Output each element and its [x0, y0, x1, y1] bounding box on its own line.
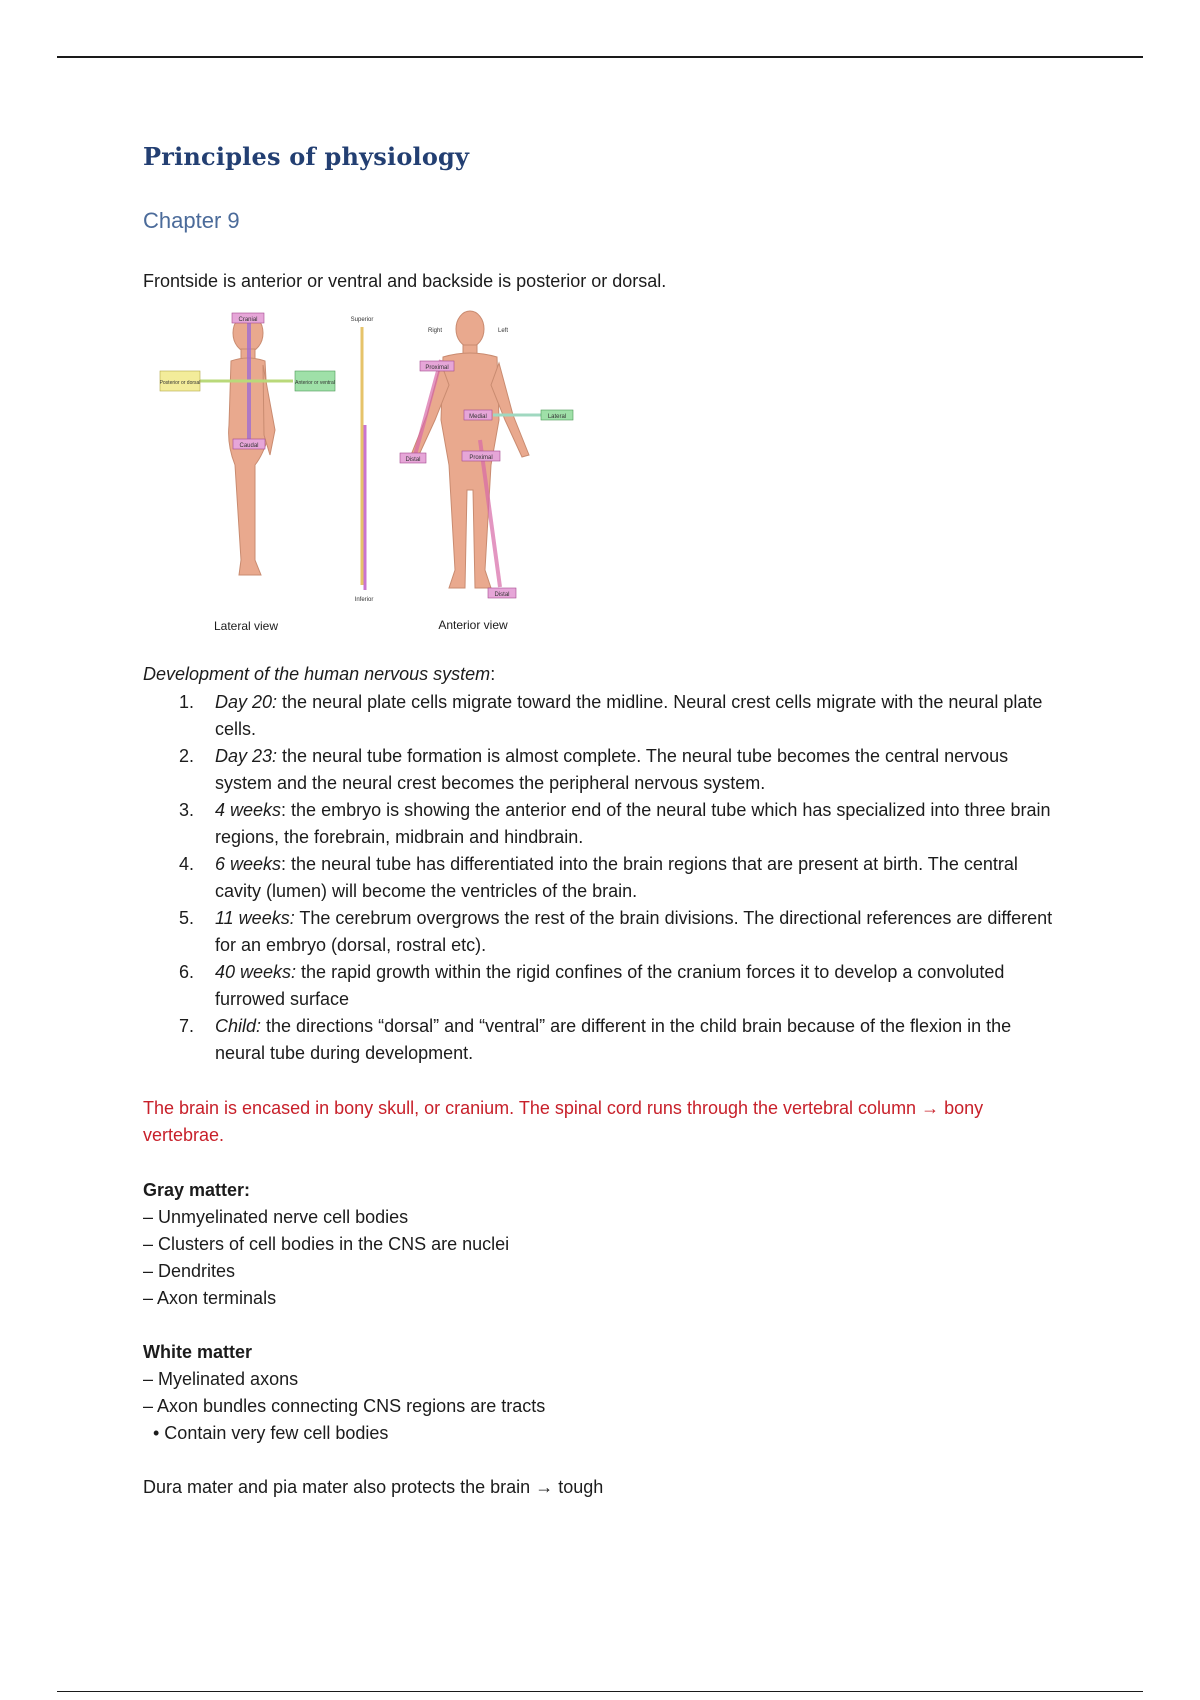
development-heading-text: Development of the human nervous system [143, 664, 491, 684]
list-item-lead: 4 weeks [215, 800, 282, 820]
list-item: – Dendrites [143, 1261, 236, 1281]
development-heading [143, 661, 495, 688]
list-item-number: 5. [179, 908, 195, 928]
bottom-rule [57, 1691, 1143, 1692]
list-item [143, 743, 1063, 797]
list-item [143, 959, 1063, 1013]
list-item: – Axon bundles connecting CNS regions are tracts [143, 1396, 546, 1416]
white-matter-list [143, 1366, 545, 1447]
list-item-number: 7. [179, 1016, 195, 1036]
list-item-lead: 40 weeks: [215, 962, 297, 982]
white-matter-title: White matter [143, 1342, 253, 1362]
list-item: – Unmyelinated nerve cell bodies [143, 1207, 409, 1227]
dura-mater-paragraph: Dura mater and pia mater also protects the brain → tough [143, 1477, 604, 1497]
list-item-lead: 11 weeks: [215, 908, 295, 928]
label-medial: Medial [469, 414, 487, 420]
anterior-view-body [411, 311, 529, 588]
list-item-text: the rapid growth within the rigid confines of the cranium forces it to develop a convoluted furrowed surface [215, 962, 1005, 1009]
list-item-number: 3. [179, 800, 195, 820]
label-distal-leg: Distal [494, 592, 510, 598]
list-item-number: 1. [179, 692, 195, 712]
list-item-lead: 6 weeks [215, 854, 282, 874]
list-item-text: the neural tube formation is almost complete. The neural tube becomes the central nervous system and the neural crest becomes the peripheral nervous system. [215, 746, 1009, 793]
chapter-heading: Chapter 9 [143, 208, 240, 233]
intro-paragraph: Frontside is anterior or ventral and backside is posterior or dorsal. [143, 271, 667, 291]
list-item-text: the neural plate cells migrate toward the midline. Neural crest cells migrate with the neural plate cells. [215, 692, 1043, 739]
list-item: – Axon terminals [143, 1288, 277, 1308]
list-item-number: 6. [179, 962, 195, 982]
list-item-lead: Day 20: [215, 692, 278, 712]
list-item: – Myelinated axons [143, 1369, 299, 1389]
anterior-view-caption: Anterior view [438, 618, 508, 632]
list-item-text: : the embryo is showing the anterior end of the neural tube which has specialized into three brain regions, the forebrain, midbrain and hindbrain. [215, 800, 1051, 847]
label-superior: Superior [350, 317, 374, 323]
label-distal-arm: Distal [405, 457, 421, 463]
label-inferior: Inferior [354, 597, 374, 603]
label-lateral: Lateral [547, 414, 567, 420]
label-anterior: Anterior or ventral [295, 380, 335, 386]
list-item [143, 851, 1063, 905]
gray-matter-title: Gray matter: [143, 1180, 251, 1200]
list-item [143, 689, 1063, 743]
label-caudal: Caudal [239, 443, 259, 449]
list-item-number: 4. [179, 854, 195, 874]
list-item-number: 2. [179, 746, 195, 766]
cranium-note: The brain is encased in bony skull, or cranium. The spinal cord runs through the vertebral column → bony vertebrae. [143, 1098, 984, 1145]
list-item-lead: Child: [215, 1016, 262, 1036]
document-title: Principles of physiology [143, 142, 470, 171]
development-list [143, 689, 1063, 1067]
list-item-text: : the neural tube has differentiated into the brain regions that are present at birth. The central cavity (lumen) will become the ventricles of the brain. [215, 854, 1018, 901]
label-left: Left [497, 328, 509, 334]
list-item-lead: Day 23: [215, 746, 278, 766]
label-posterior: Posterior or dorsal [159, 380, 201, 386]
list-item [143, 797, 1063, 851]
list-item: – Clusters of cell bodies in the CNS are nuclei [143, 1234, 510, 1254]
list-item-text: the directions “dorsal” and “ventral” are different in the child brain because of the flexion in the neural tube during development. [215, 1016, 1012, 1063]
gray-matter-list [143, 1204, 509, 1312]
top-rule [57, 56, 1143, 58]
label-proximal-arm: Proximal [425, 365, 449, 371]
list-item [143, 905, 1063, 959]
list-item [143, 1013, 1063, 1067]
lateral-view-caption: Lateral view [213, 619, 279, 633]
label-cranial: Cranial [238, 317, 258, 323]
label-proximal-leg: Proximal [469, 455, 493, 461]
list-item-text: The cerebrum overgrows the rest of the brain divisions. The directional references are different for an embryo (dorsal, rostral etc). [215, 908, 1053, 955]
anatomical-directions-figure [143, 305, 583, 637]
label-right: Right [427, 328, 443, 334]
list-sub-item: • Contain very few cell bodies [153, 1423, 389, 1443]
development-heading-colon: : [490, 664, 496, 684]
